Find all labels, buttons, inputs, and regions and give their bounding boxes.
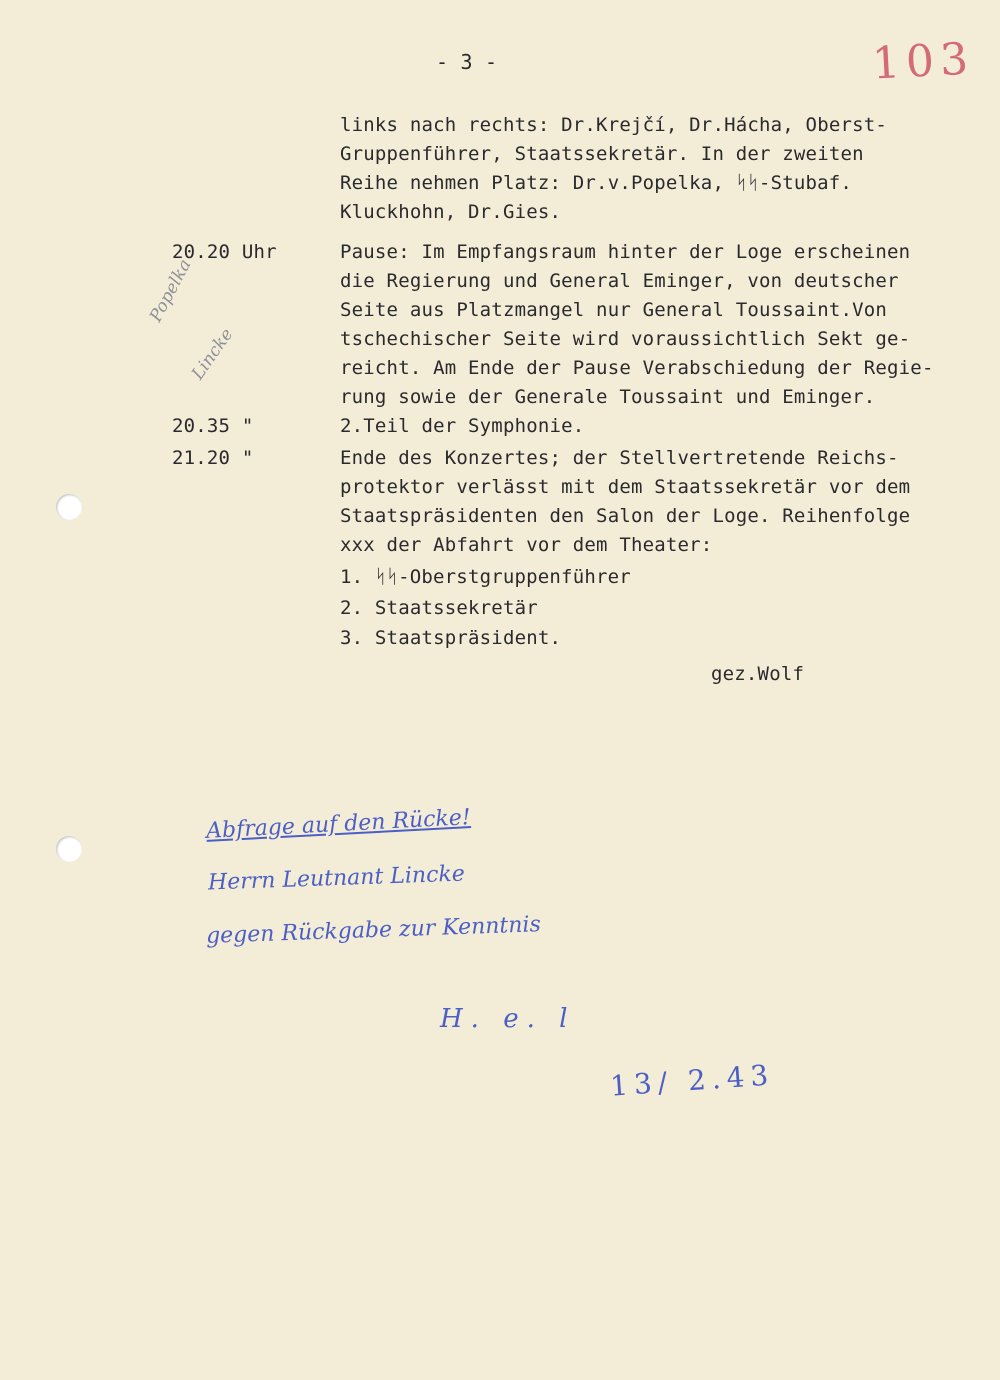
- handwritten-date: 13/ 2.43: [609, 1058, 776, 1103]
- handwritten-line: Herrn Leutnant Lincke: [207, 861, 466, 896]
- body-line: links nach rechts: Dr.Krejčí, Dr.Hácha, Oberst-: [340, 114, 888, 136]
- handwritten-initials: H. e. l: [440, 1004, 576, 1034]
- body-line: Gruppenführer, Staatssekretär. In der zweiten: [340, 143, 864, 165]
- schedule-line: xxx der Abfahrt vor dem Theater:: [340, 534, 713, 556]
- margin-note-line: Popelka: [146, 256, 196, 326]
- schedule-line: tschechischer Seite wird voraussichtlich Sekt ge-: [340, 328, 911, 350]
- schedule-time: 21.20 ": [172, 447, 254, 469]
- margin-note-line: Lincke: [188, 324, 238, 384]
- schedule-line: Pause: Im Empfangsraum hinter der Loge erscheinen: [340, 241, 911, 263]
- body-line: Kluckhohn, Dr.Gies.: [340, 201, 562, 223]
- schedule-time: 20.20 Uhr: [172, 241, 277, 263]
- handwritten-line: gegen Rückgabe zur Kenntnis: [205, 912, 542, 949]
- body-line: Reihe nehmen Platz: Dr.v.Popelka, ᛋᛋ-Stubaf.: [340, 172, 853, 194]
- list-item: 3. Staatspräsident.: [340, 627, 562, 649]
- schedule-line: protektor verlässt mit dem Staatssekretär vor dem: [340, 476, 911, 498]
- signature: gez.Wolf: [711, 663, 805, 685]
- list-item: 2. Staatssekretär: [340, 597, 538, 619]
- schedule-time: 20.35 ": [172, 415, 254, 437]
- page-number: - 3 -: [436, 50, 498, 74]
- folio-number: 103: [870, 33, 976, 90]
- schedule-line: Seite aus Platzmangel nur General Toussaint.Von: [340, 299, 888, 321]
- schedule-line: reicht. Am Ende der Pause Verabschiedung der Regie-: [340, 357, 934, 379]
- schedule-line: rung sowie der Generale Toussaint und Eminger.: [340, 386, 876, 408]
- punch-hole-top: [56, 494, 82, 520]
- schedule-line: 2.Teil der Symphonie.: [340, 415, 585, 437]
- handwritten-line: Abfrage auf den Rücke!: [205, 805, 472, 844]
- schedule-line: Staatspräsidenten den Salon der Loge. Reihenfolge: [340, 505, 911, 527]
- punch-hole-bottom: [56, 836, 82, 862]
- schedule-line: die Regierung und General Eminger, von deutscher: [340, 270, 899, 292]
- schedule-line: Ende des Konzertes; der Stellvertretende Reichs-: [340, 447, 899, 469]
- list-item: 1. ᛋᛋ-Oberstgruppenführer: [340, 566, 631, 588]
